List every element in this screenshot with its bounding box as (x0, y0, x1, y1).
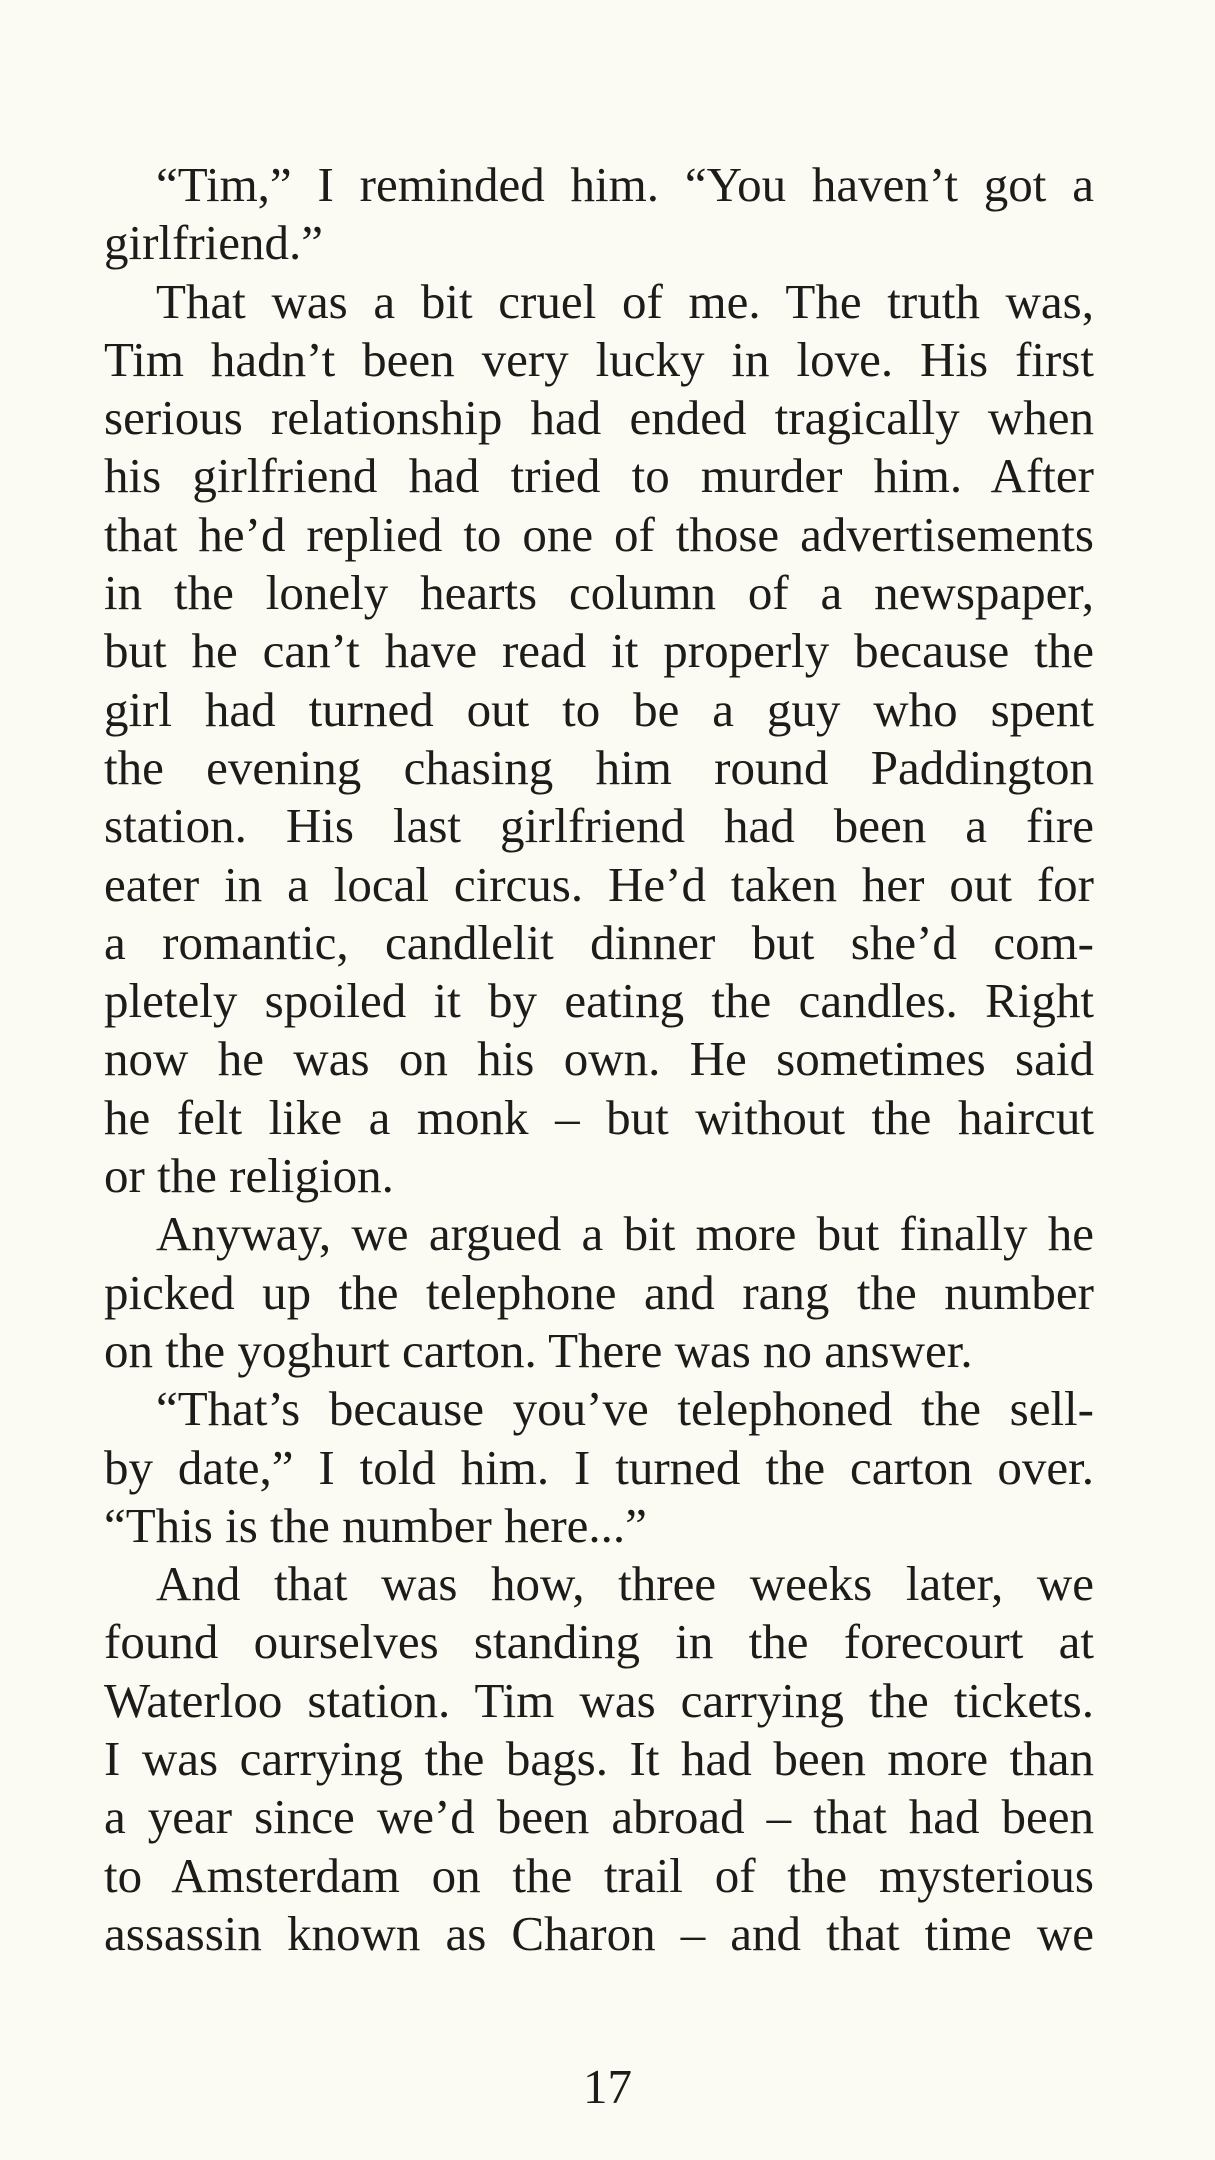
text-line: on the yoghurt carton. There was no answer. (104, 1322, 973, 1378)
text-line: And that was how, three weeks later, we (156, 1556, 1094, 1612)
text-line: serious relationship had ended tragically when (104, 390, 1094, 446)
body-text (104, 156, 1094, 1963)
text-line: a romantic, candlelit dinner but she’d com- (104, 914, 1094, 970)
text-line: Waterloo station. Tim was carrying the tickets. (104, 1672, 1094, 1728)
text-line: girl had turned out to be a guy who spent (104, 681, 1094, 737)
text-line: the evening chasing him round Paddington (104, 739, 1094, 795)
text-line: Anyway, we argued a bit more but finally he (156, 1206, 1094, 1262)
text-line: a year since we’d been abroad – that had been (104, 1789, 1094, 1845)
text-line: found ourselves standing in the forecourt at (104, 1614, 1094, 1670)
text-line: “This is the number here...” (104, 1497, 647, 1553)
text-line: in the lonely hearts column of a newspaper, (104, 565, 1094, 621)
text-line: to Amsterdam on the trail of the mysterious (104, 1847, 1094, 1903)
text-line: girlfriend.” (104, 215, 324, 271)
text-line: eater in a local circus. He’d taken her out for (104, 856, 1094, 912)
page-number: 17 (583, 2059, 632, 2114)
text-line: That was a bit cruel of me. The truth was, (156, 273, 1094, 329)
text-line: but he can’t have read it properly because the (104, 623, 1094, 679)
text-line: now he was on his own. He sometimes said (104, 1031, 1094, 1087)
text-line: I was carrying the bags. It had been more than (104, 1731, 1094, 1787)
text-line: assassin known as Charon – and that time we (104, 1905, 1094, 1961)
text-line: “Tim,” I reminded him. “You haven’t got a (156, 157, 1094, 212)
text-line: “That’s because you’ve telephoned the sell- (156, 1381, 1094, 1437)
text-line: station. His last girlfriend had been a fire (104, 798, 1094, 854)
text-line: by date,” I told him. I turned the carton over. (104, 1439, 1094, 1495)
text-line: picked up the telephone and rang the number (104, 1264, 1094, 1320)
text-line: or the religion. (104, 1148, 394, 1204)
text-line: pletely spoiled it by eating the candles. Right (104, 973, 1094, 1029)
text-line: that he’d replied to one of those advertisements (104, 506, 1094, 562)
text-line: Tim hadn’t been very lucky in love. His first (104, 331, 1094, 387)
text-line: his girlfriend had tried to murder him. After (104, 448, 1094, 504)
text-line: he felt like a monk – but without the haircut (104, 1089, 1094, 1145)
